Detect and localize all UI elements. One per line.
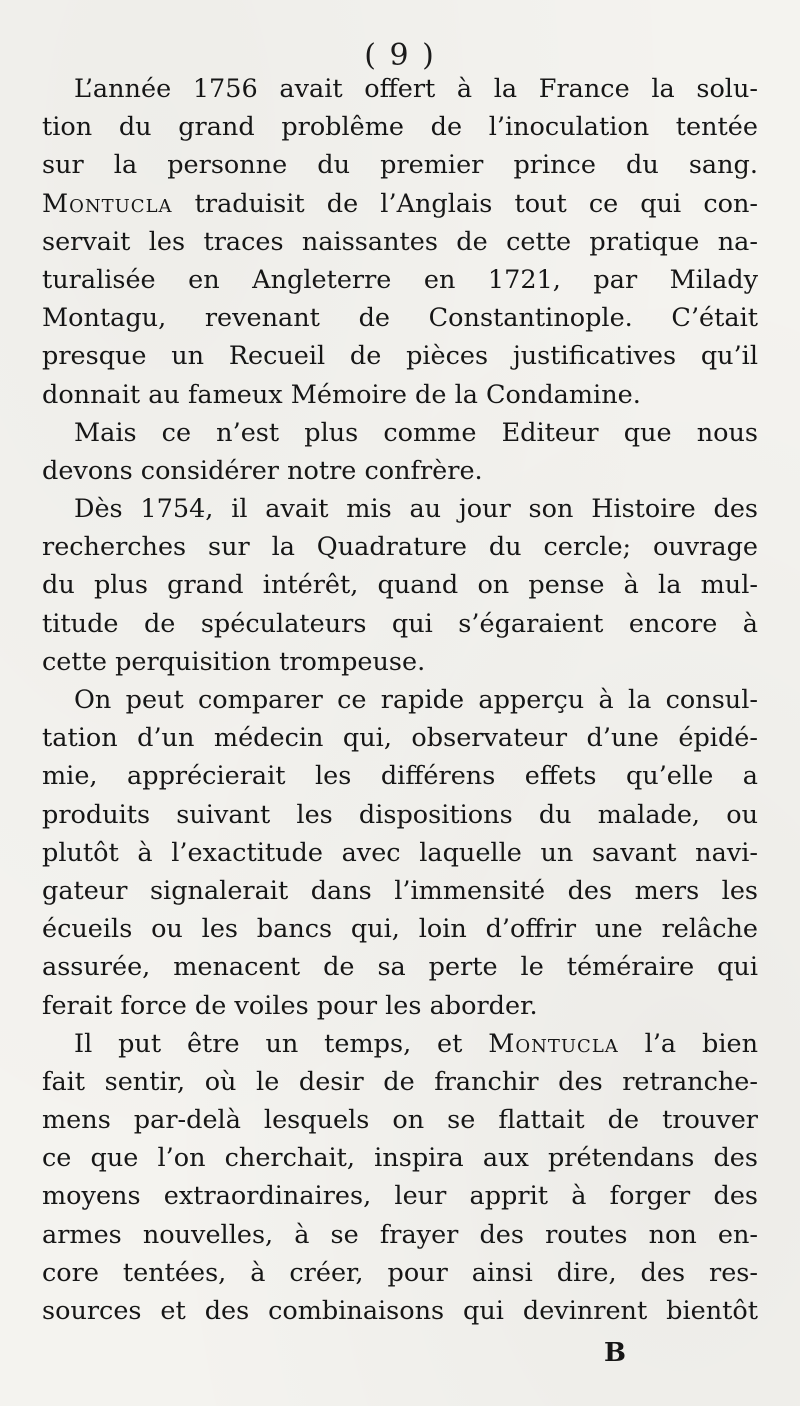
text-line: mens par-delà lesquels on se flattait de trouver — [42, 1105, 758, 1136]
text-line: armes nouvelles, à se frayer des routes non en- — [42, 1219, 758, 1250]
line-text-before: Il put être un temps, et — [74, 1028, 489, 1059]
text-line: mie, apprécierait les différens effets qu’elle a — [42, 761, 758, 792]
text-line — [42, 1025, 758, 1063]
text-line: plutôt à l’exactitude avec laquelle un savant navi- — [42, 837, 758, 868]
text-line: donnait au fameux Mémoire de la Condamine. — [42, 379, 641, 410]
line-text-after: traduisit de l’Anglais tout ce qui con- — [172, 188, 758, 219]
text-line: Mais ce n’est plus comme Editeur que nous — [74, 417, 758, 448]
text-line: recherches sur la Quadrature du cercle; ouvrage — [42, 532, 758, 563]
text-line: presque un Recueil de pièces justificatives qu’il — [42, 341, 758, 372]
text-line: Montagu, revenant de Constantinople. C’était — [42, 303, 758, 334]
signature-mark: B — [604, 1338, 626, 1368]
text-line: fait sentir, où le desir de franchir des retranche- — [42, 1066, 758, 1097]
text-line: devons considérer notre confrère. — [42, 455, 483, 486]
author-name: Montucla — [42, 188, 173, 219]
text-line: moyens extraordinaires, leur apprit à forger des — [42, 1181, 758, 1212]
text-line: Dès 1754, il avait mis au jour son Histoire des — [74, 494, 758, 525]
text-line: ferait force de voiles pour les aborder. — [42, 990, 538, 1021]
text-line: gateur signalerait dans l’immensité des mers les — [42, 875, 758, 906]
body-text — [42, 70, 758, 1330]
author-name: Montucla — [488, 1028, 619, 1059]
text-line: L’année 1756 avait offert à la France la solu- — [74, 74, 758, 104]
text-line — [42, 185, 758, 223]
text-line: du plus grand intérêt, quand on pense à la mul- — [42, 570, 758, 601]
text-line: On peut comparer ce rapide apperçu à la consul- — [74, 685, 758, 715]
text-line: core tentées, à créer, pour ainsi dire, des res- — [42, 1257, 758, 1288]
text-line: sur la personne du premier prince du sang. — [42, 150, 758, 181]
text-line: ce que l’on cherchait, inspira aux prétendans des — [42, 1143, 758, 1174]
line-text-after: l’a bien — [618, 1028, 758, 1059]
page-number: ( 9 ) — [364, 38, 436, 73]
text-line: servait les traces naissantes de cette pratique na- — [42, 226, 758, 257]
text-line: turalisée en Angleterre en 1721, par Milady — [42, 264, 758, 295]
text-line: tation d’un médecin qui, observateur d’une épidé- — [42, 723, 758, 754]
text-line: écueils ou les bancs qui, loin d’offrir une relâche — [42, 914, 758, 945]
text-line: titude de spéculateurs qui s’égaraient encore à — [42, 608, 758, 639]
text-line: tion du grand problême de l’inoculation tentée — [42, 112, 758, 143]
text-line: sources et des combinaisons qui devinrent bientôt — [42, 1296, 758, 1326]
text-line: cette perquisition trompeuse. — [42, 646, 426, 677]
text-line: produits suivant les dispositions du malade, ou — [42, 799, 758, 830]
text-line: assurée, menacent de sa perte le téméraire qui — [42, 952, 758, 983]
